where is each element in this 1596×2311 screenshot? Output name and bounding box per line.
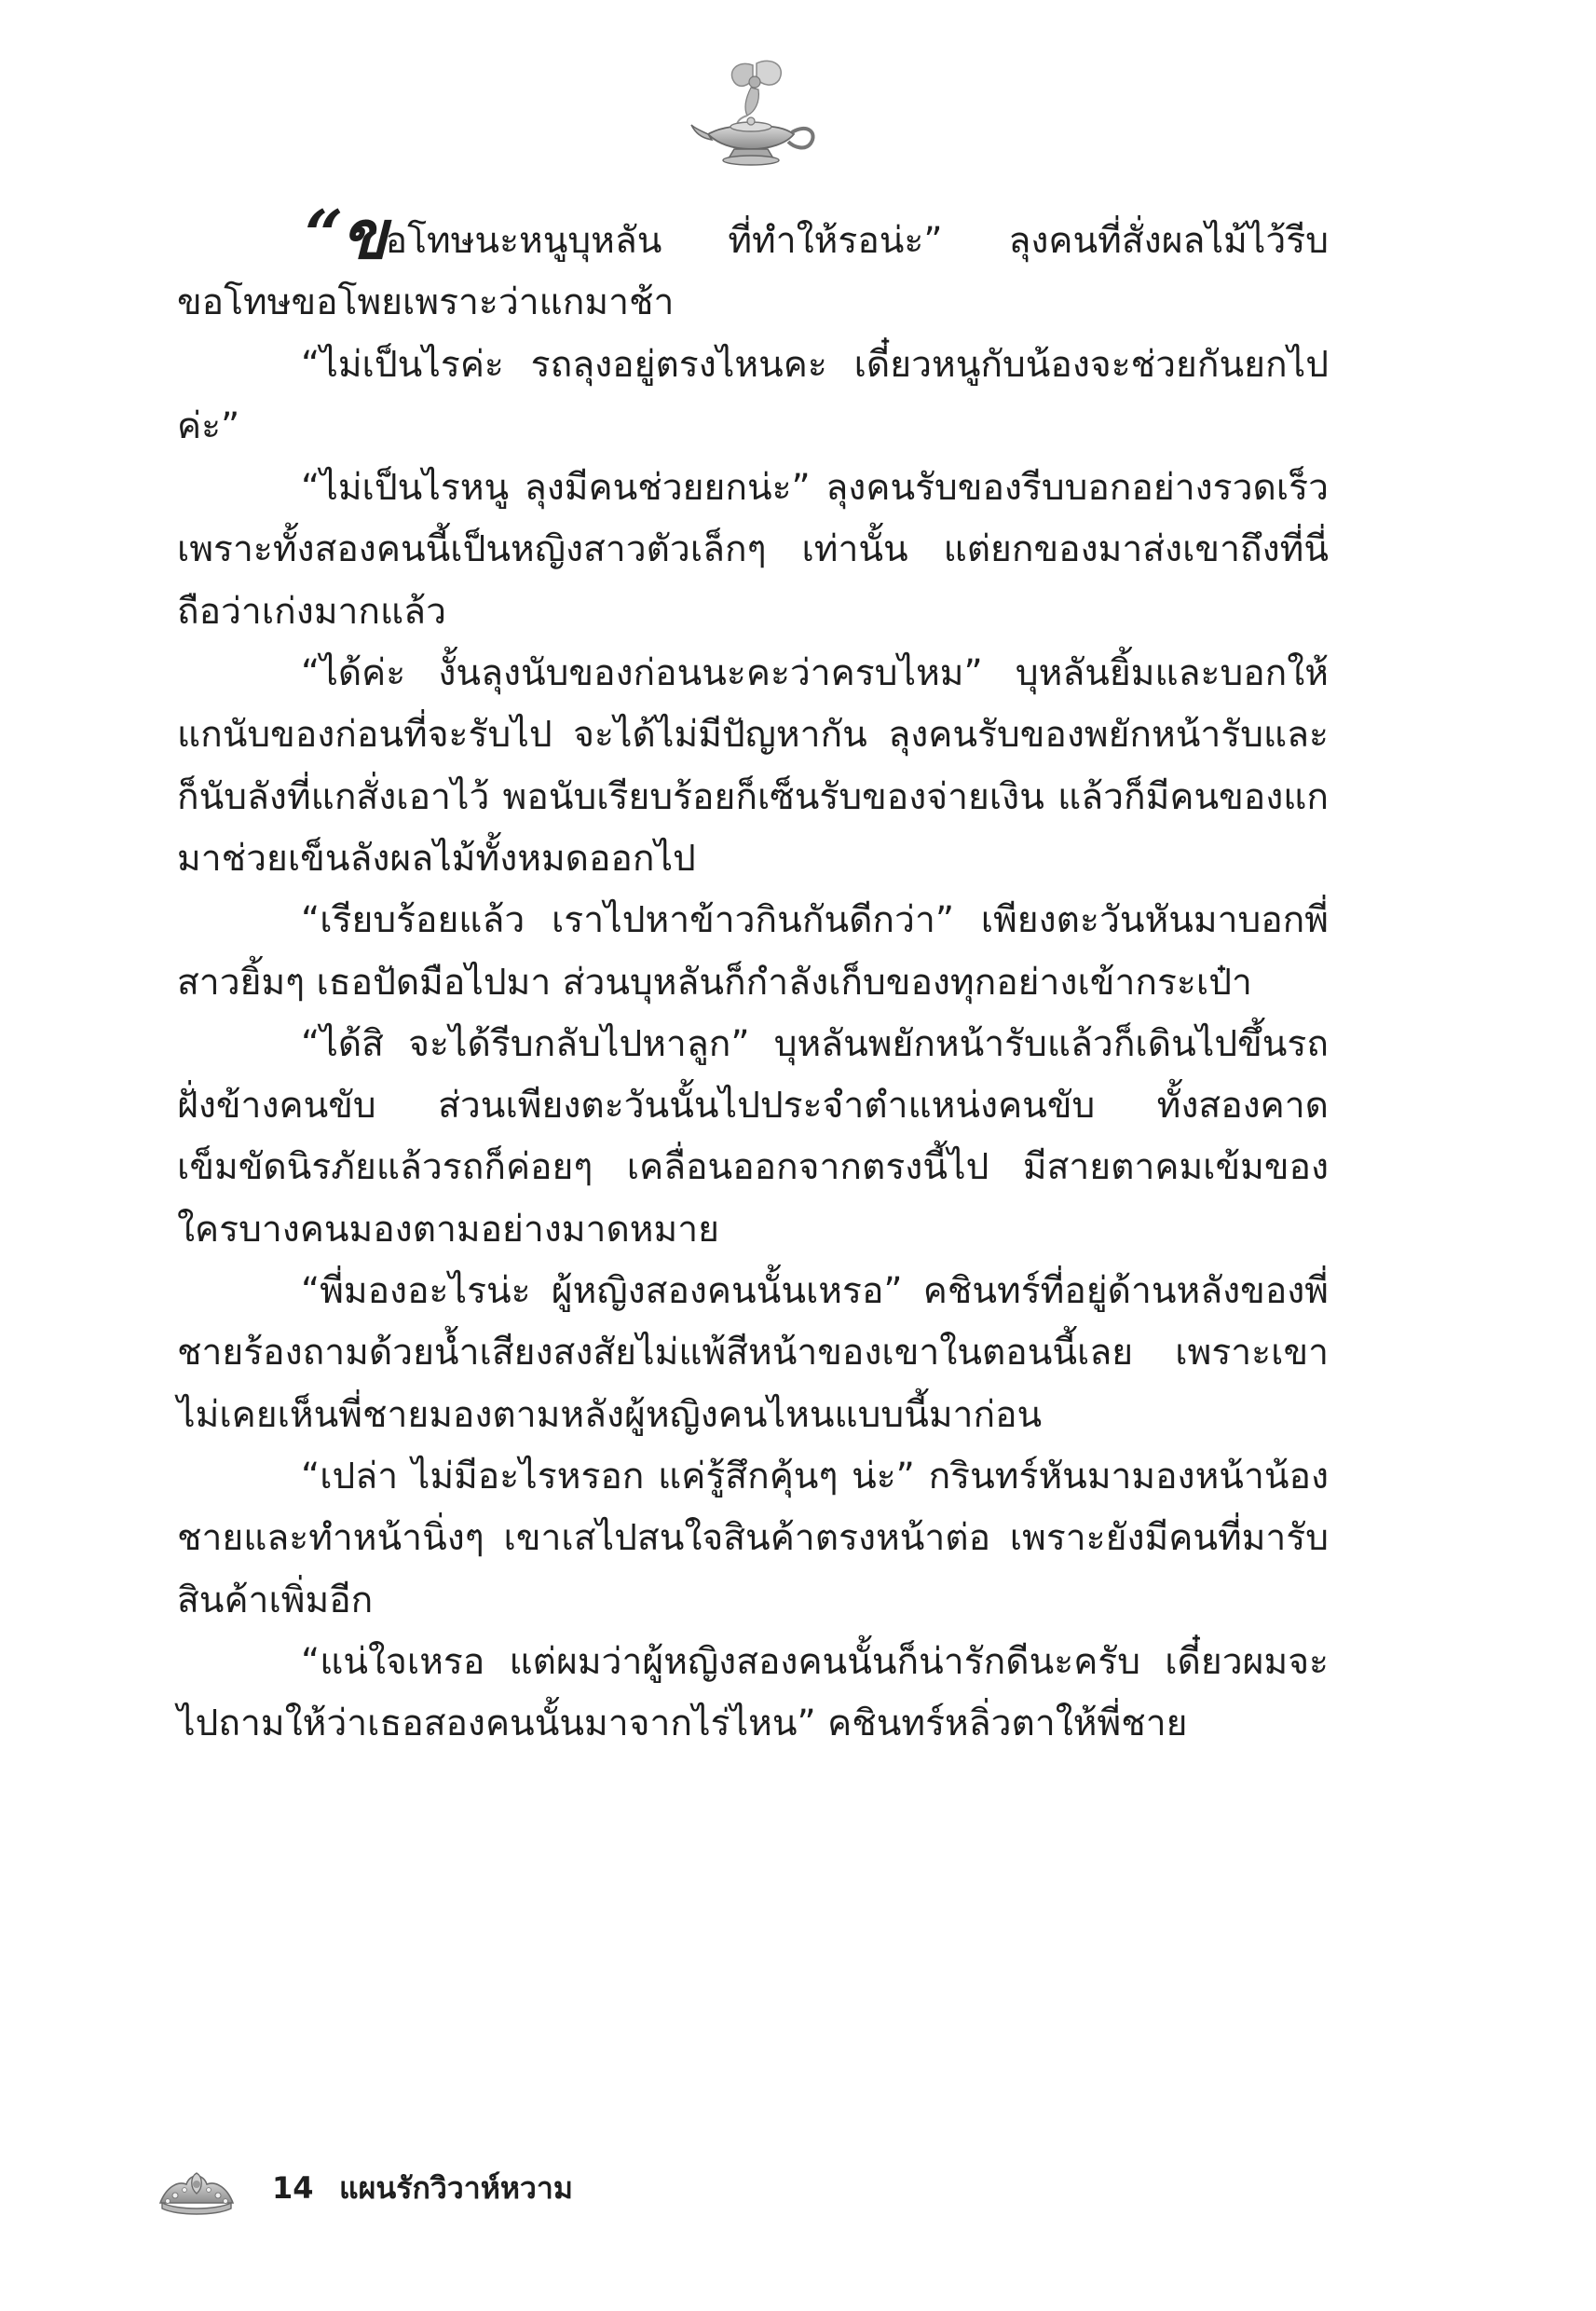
body-text xyxy=(177,195,1329,1755)
paragraph-text: อโทษนะหนูบุหลัน ที่ทำให้รอน่ะ” ลุงคนที่สั่งผลไม้ไว้รีบขอโทษขอโพยเพราะว่าแกมาช้า xyxy=(177,220,1329,324)
page-footer xyxy=(157,2154,809,2222)
paragraph-7: “พี่มองอะไรน่ะ ผู้หญิงสองคนนั้นเหรอ” คชินทร์ที่อยู่ด้านหลังของพี่ชายร้องถามด้วยน้ำเสียงสงสัยไม่แพ้สีหน้าของเขาในตอนนี้เลย เพราะเขาไม่เคยเห็นพี่ชายมองตามหลังผู้หญิงคนไหนแบบนี้มาก่อน xyxy=(177,1270,1329,1436)
paragraph-8: “เปล่า ไม่มีอะไรหรอก แค่รู้สึกคุ้นๆ น่ะ” กรินทร์หันมามองหน้าน้องชายและทำหน้านิ่งๆ เขาเสไปสนใจสินค้าตรงหน้าต่อ เพราะยังมีคนที่มารับสินค้าเพิ่มอีก xyxy=(177,1455,1329,1621)
genie-lamp-with-fairy-icon xyxy=(689,58,820,168)
paragraph-9: “แน่ใจเหรอ แต่ผมว่าผู้หญิงสองคนนั้นก็น่ารักดีนะครับ เดี๋ยวผมจะไปถามให้ว่าเธอสองคนนั้นมาจากไร่ไหน” คชินทร์หลิ่วตาให้พี่ชาย xyxy=(177,1640,1329,1745)
tiara-crown-icon xyxy=(157,2160,237,2216)
paragraph-3: “ไม่เป็นไรหนู ลุงมีคนช่วยยกน่ะ” ลุงคนรับของรีบบอกอย่างรวดเร็ว เพราะทั้งสองคนนี้เป็นหญิงสาวตัวเล็กๆ เท่านั้น แต่ยกของมาส่งเขาถึงที่นี่ถือว่าเก่งมากแล้ว xyxy=(177,467,1329,633)
paragraph-6: “ได้สิ จะได้รีบกลับไปหาลูก” บุหลันพยักหน้ารับแล้วก็เดินไปขึ้นรถฝั่งข้างคนขับ ส่วนเพียงตะวันนั้นไปประจำตำแหน่งคนขับ ทั้งสองคาดเข็มขัดนิรภัยแล้วรถก็ค่อยๆ เคลื่อนออกจากตรงนี้ไป มีสายตาคมเข้มของใครบางคนมองตามอย่างมาดหมาย xyxy=(177,1022,1329,1251)
book-title: แผนรักวิวาห์หวาม xyxy=(339,2170,573,2206)
page-number: 14 xyxy=(272,2170,314,2206)
drop-cap: “ข xyxy=(305,195,386,274)
paragraph-5: “เรียบร้อยแล้ว เราไปหาข้าวกินกันดีกว่า” เพียงตะวันหันมาบอกพี่สาวยิ้มๆ เธอปัดมือไปมา ส่วนบุหลันก็กำลังเก็บของทุกอย่างเข้ากระเป๋า xyxy=(177,899,1329,1004)
paragraph-2: “ไม่เป็นไรค่ะ รถลุงอยู่ตรงไหนคะ เดี๋ยวหนูกับน้องจะช่วยกันยกไปค่ะ” xyxy=(177,343,1329,447)
paragraph-4: “ได้ค่ะ งั้นลุงนับของก่อนนะคะว่าครบไหม” บุหลันยิ้มและบอกให้แกนับของก่อนที่จะรับไป จะได้ไม่มีปัญหากัน ลุงคนรับของพยักหน้ารับและก็นับลังที่แกสั่งเอาไว้ พอนับเรียบร้อยก็เซ็นรับของจ่ายเงิน แล้วก็มีคนของแกมาช่วยเข็นลังผลไม้ทั้งหมดออกไป xyxy=(177,652,1329,880)
paragraph-1 xyxy=(177,195,1329,335)
